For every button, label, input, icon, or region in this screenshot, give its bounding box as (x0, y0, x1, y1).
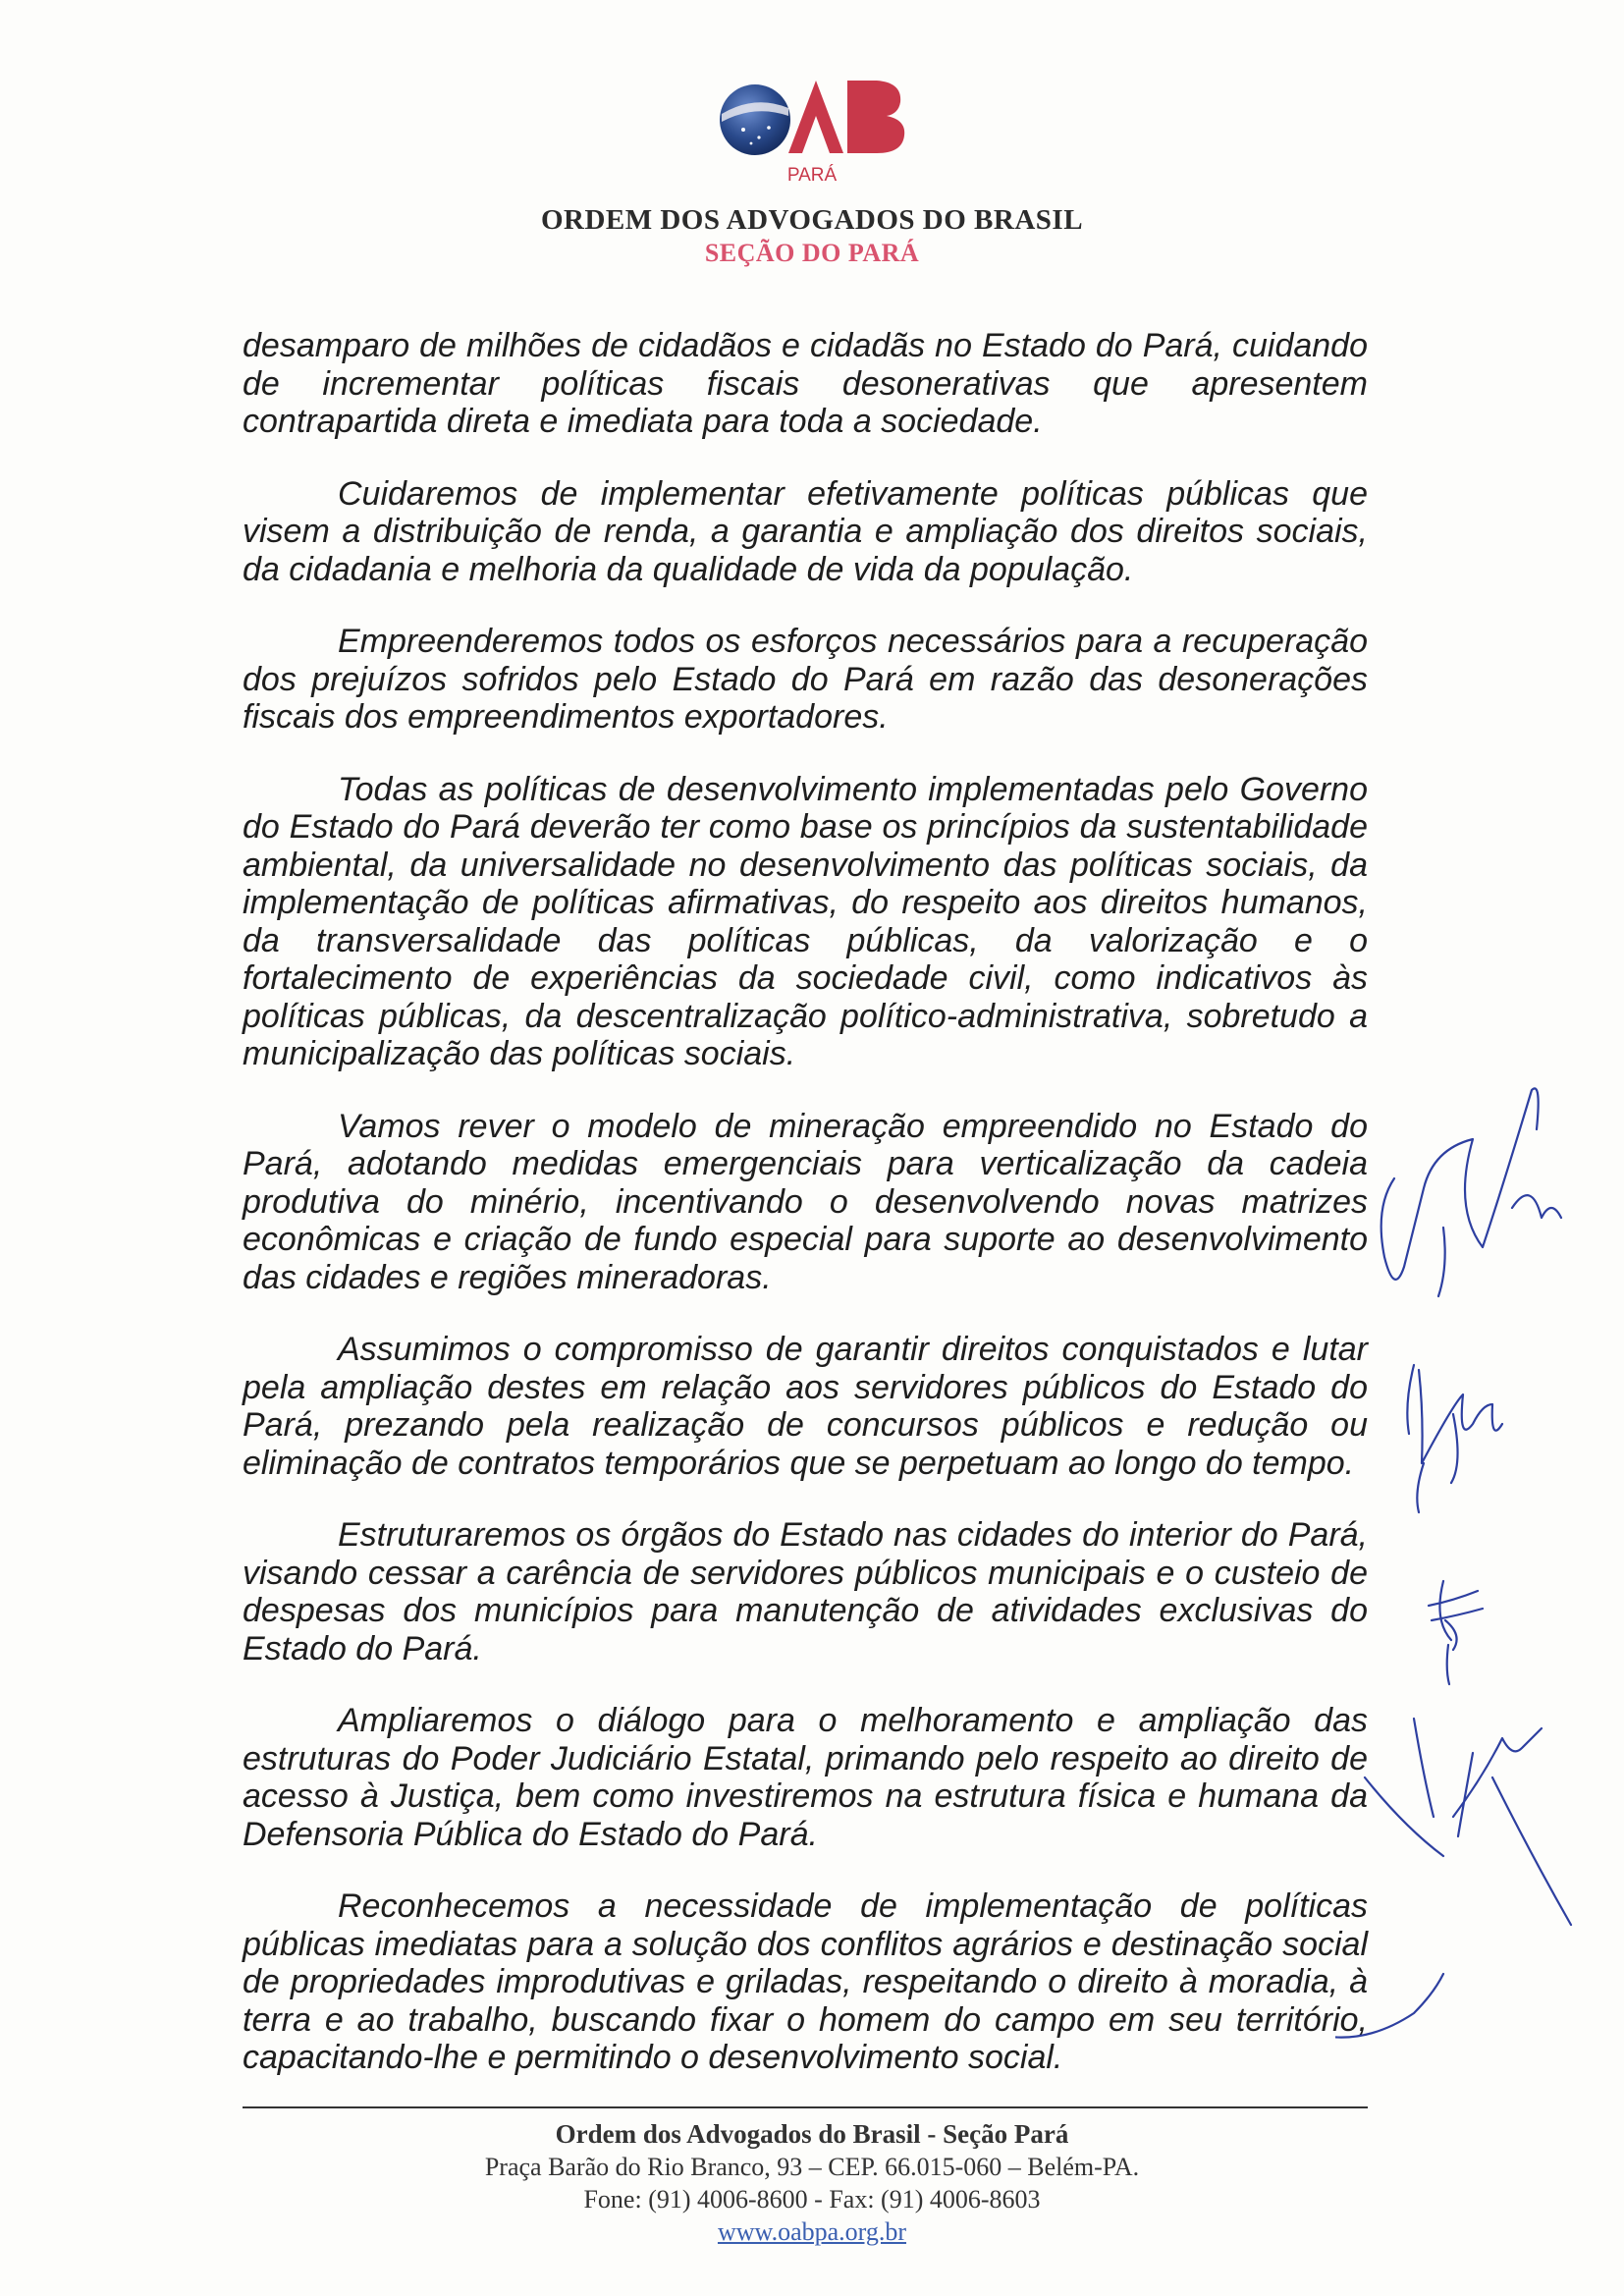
signature-1 (1381, 1088, 1561, 1296)
signature-2 (1407, 1365, 1502, 1512)
paragraph: Empreenderemos todos os esforços necessários para a recuperação dos prejuízos sofridos pelo Estado do Pará em razão das desonerações fiscais dos empreendimentos exportadores. (243, 623, 1368, 736)
footer-divider (243, 2106, 1368, 2108)
paragraph: Estruturaremos os órgãos do Estado nas cidades do interior do Pará, visando cessar a carência de servidores públicos municipais e o custeio de despesas dos municípios para manutenção de atividades exclusivas do Estado do Pará. (243, 1516, 1368, 1667)
footer-title: Ordem dos Advogados do Brasil - Seção Pará (555, 2119, 1069, 2149)
org-name: ORDEM DOS ADVOGADOS DO BRASIL (540, 204, 1084, 236)
handwritten-signatures (1335, 1070, 1624, 2111)
paragraph: Reconhecemos a necessidade de implementação de políticas públicas imediatas para a solução dos conflitos agrários e destinação social de propriedades improdutivas e griladas, respeitando o direito à moradia, à terra e ao trabalho, buscando fixar o homem do campo em seu território, capacitando-lhe e permitindo o desenvolvimento social. (243, 1887, 1368, 2076)
paragraph: Assumimos o compromisso de garantir direitos conquistados e lutar pela ampliação destes em relação aos servidores públicos do Estado do Pará, prezando pela realização de concursos públicos e redução ou eliminação de contratos temporários que se perpetuam ao longo do tempo. (243, 1331, 1368, 1482)
footer-address: Praça Barão do Rio Branco, 93 – CEP. 66.015-060 – Belém-PA. (484, 2153, 1140, 2181)
globe-icon (720, 84, 790, 155)
footer-website-link[interactable]: www.oabpa.org.br (717, 2217, 907, 2246)
oab-logo (704, 59, 920, 187)
paragraph: desamparo de milhões de cidadãos e cidadãs no Estado do Pará, cuidando de incrementar políticas fiscais desonerativas que apresentem contrapartida direta e imediata para toda a sociedade. (243, 327, 1368, 440)
signature-5 (1335, 1974, 1443, 2067)
document-body (243, 327, 1368, 2111)
paragraph: Vamos rever o modelo de mineração empreendido no Estado do Pará, adotando medidas emergenciais para verticalização da cadeia produtiva do minério, incentivando o desenvolvendo novas matrizes econômicas e criação de fundo especial para suporte ao desenvolvimento das cidades e regiões mineradoras. (243, 1107, 1368, 1296)
paragraph: Todas as políticas de desenvolvimento implementadas pelo Governo do Estado do Pará deverão ter como base os princípios da sustentabilidade ambiental, da universalidade no desenvolvimento das políticas sociais, da implementação de políticas afirmativas, do respeito aos direitos humanos, da transversalidade das políticas públicas, da valorização e o fortalecimento de experiências da sociedade civil, como indicativos às políticas públicas, da descentralização político-administrativa, sobretudo a municipalização das políticas sociais. (243, 770, 1368, 1072)
footer (0, 2106, 1624, 2248)
signature-4 (1365, 1719, 1571, 1925)
letterhead (0, 59, 1624, 268)
footer-phone: Fone: (91) 4006-8600 - Fax: (91) 4006-8603 (583, 2185, 1041, 2214)
signature-3 (1429, 1581, 1483, 1684)
org-section: SEÇÃO DO PARÁ (704, 239, 920, 267)
paragraph: Cuidaremos de implementar efetivamente políticas públicas que visem a distribuição de renda, a garantia e ampliação dos direitos sociais, da cidadania e melhoria da qualidade de vida da população. (243, 474, 1368, 588)
logo-region: PARÁ (786, 165, 838, 186)
paragraph: Ampliaremos o diálogo para o melhoramento e ampliação das estruturas do Poder Judiciário Estatal, primando pelo respeito ao direito de acesso à Justiça, bem como investiremos na estrutura física e humana da Defensoria Pública do Estado do Pará. (243, 1702, 1368, 1853)
